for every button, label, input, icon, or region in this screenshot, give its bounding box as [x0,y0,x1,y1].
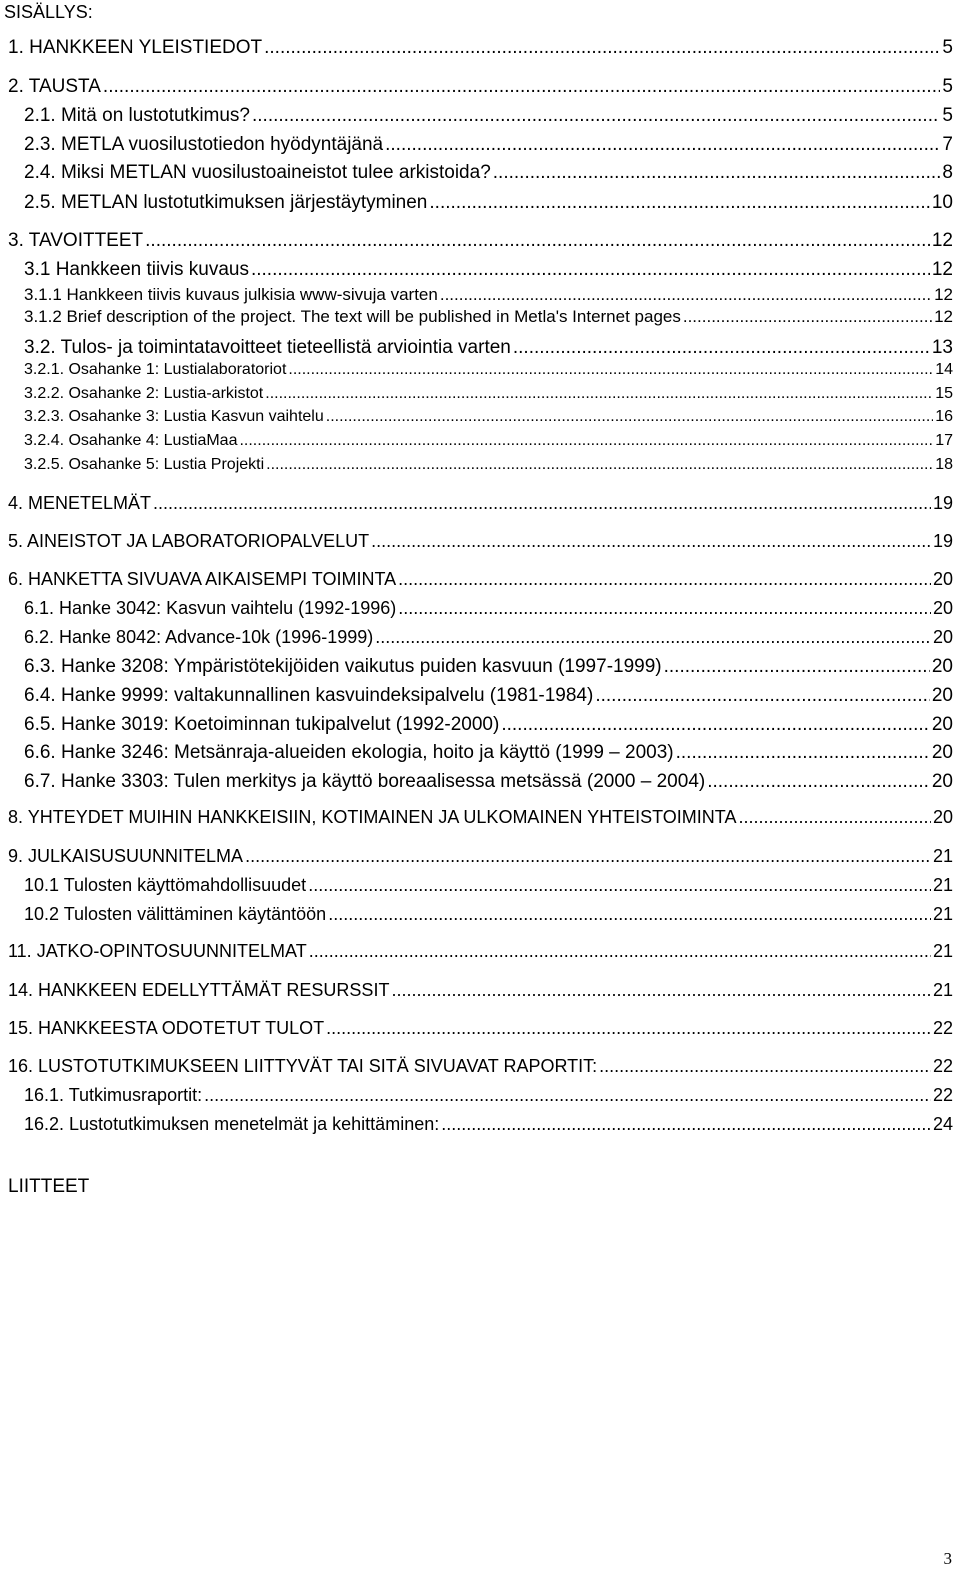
toc-entry [24,386,953,402]
toc-entry-page: 12 [934,307,953,326]
dot-leader [707,772,930,791]
toc-entry [24,457,953,473]
toc-entry [24,409,953,425]
toc-entry-page: 5 [942,76,953,97]
toc-entry [8,38,953,57]
toc-entry-label: 10.2 Tulosten välittäminen käytäntöön [24,904,327,924]
toc-entry-page: 21 [932,846,953,866]
toc-entry-label: 6.4. Hanke 9999: valtakunnallinen kasvuindeksipalvelu (1981-1984) [24,685,594,706]
dot-leader [326,409,933,425]
dot-leader [266,457,933,473]
toc-entry [24,772,953,791]
toc-entry [8,808,953,826]
toc-entry [8,981,953,999]
dot-leader [441,1115,931,1133]
dot-leader [429,193,929,212]
dot-leader [513,338,930,357]
toc-entry-label: 8. YHTEYDET MUIHIN HANKKEISIIN, KOTIMAINEN JA ULKOMAINEN YHTEISTOIMINTA [8,807,737,827]
toc-entry-label: 6.6. Hanke 3246: Metsänraja-alueiden ekologia, hoito ja käyttö (1999 – 2003) [24,742,674,763]
toc-entry-page: 15 [935,385,953,402]
dot-leader [308,876,931,894]
toc-entry [8,1057,953,1075]
toc-entry-label: 3.2.2. Osahanke 2: Lustia-arkistot [24,385,264,402]
toc-entry [24,362,953,378]
toc-entry-page: 18 [935,456,953,473]
toc-entry-page: 22 [932,1085,953,1105]
dot-leader [375,628,931,646]
toc-entry [24,106,953,125]
toc-entry-label: 9. JULKAISUSUUNNITELMA [8,846,244,866]
toc-entry-label: 2.1. Mitä on lustotutkimus? [24,105,250,126]
toc-entry [8,1019,953,1037]
dot-leader [328,905,931,923]
toc-entry-label: 3.1.1 Hankkeen tiivis kuvaus julkisia www-sivuja varten [24,285,438,304]
toc-entry-page: 20 [931,656,953,677]
dot-leader [309,942,931,960]
toc-entry-page: 12 [931,230,953,251]
toc-entry [8,532,953,550]
toc-entry-label: 3.2.4. Osahanke 4: LustiaMaa [24,432,238,449]
dot-leader [326,1019,931,1037]
dot-leader [493,163,941,182]
toc-entry [24,193,953,212]
dot-leader [251,260,930,279]
toc-entry [24,1115,953,1133]
dot-leader [385,135,940,154]
toc-entry [8,77,953,96]
dot-leader [501,715,930,734]
toc-entry [8,570,953,588]
toc-entry-label: 2.3. METLA vuosilustotiedon hyödyntäjänä [24,134,384,155]
toc-entry [24,308,953,325]
toc-entry [8,942,953,960]
dot-leader [264,38,940,57]
toc-entry-page: 14 [935,361,953,378]
dot-leader [288,362,933,378]
toc-entry-label: 3.1.2 Brief description of the project. The text will be published in Metla's Internet pages [24,307,681,326]
toc-entry-label: 6.1. Hanke 3042: Kasvun vaihtelu (1992-1996) [24,598,397,618]
toc-entry-label: 6.3. Hanke 3208: Ympäristötekijöiden vaikutus puiden kasvuun (1997-1999) [24,656,662,677]
dot-leader [440,286,932,303]
toc-entry-label: 3.2. Tulos- ja toimintatavoitteet tieteellistä arviointia varten [24,337,511,358]
toc-entry-page: 21 [932,941,953,961]
toc-entry-page: 22 [932,1056,953,1076]
toc-entry-page: 21 [932,875,953,895]
toc-entry-page: 20 [931,685,953,706]
toc-entry-label: 10.1 Tulosten käyttömahdollisuudet [24,875,307,895]
toc-entry-label: 1. HANKKEEN YLEISTIEDOT [8,37,263,58]
appendix-heading: LIITTEET [8,1176,90,1197]
toc-entry [24,599,953,617]
toc-entry-label: 14. HANKKEEN EDELLYTTÄMÄT RESURSSIT [8,980,390,1000]
toc-entry [24,628,953,646]
toc-entry-page: 20 [932,807,953,827]
toc-entry-label: 15. HANKKEESTA ODOTETUT TULOT [8,1018,325,1038]
toc-entry-label: 3.2.5. Osahanke 5: Lustia Projekti [24,456,265,473]
toc-title: SISÄLLYS: [4,2,93,22]
toc-entry [24,135,953,154]
dot-leader [683,308,932,325]
dot-leader [664,657,930,676]
toc-entry-page: 12 [931,259,953,280]
toc-entry-page: 22 [932,1018,953,1038]
toc-entry-label: 4. MENETELMÄT [8,493,152,513]
toc-entry [8,494,953,512]
toc-entry-label: 2.5. METLAN lustotutkimuksen järjestäytyminen [24,192,428,213]
dot-leader [153,494,931,512]
toc-entry-label: 16.2. Lustotutkimuksen menetelmät ja kehittäminen: [24,1114,440,1134]
toc-entry-label: 6.2. Hanke 8042: Advance-10k (1996-1999) [24,627,374,647]
dot-leader [252,106,940,125]
toc-entry [24,686,953,705]
toc-entry-label: 2.4. Miksi METLAN vuosilustoaineistot tulee arkistoida? [24,162,491,183]
dot-leader [398,599,931,617]
toc-entry-label: 16. LUSTOTUTKIMUKSEEN LIITTYVÄT TAI SITÄ SIVUAVAT RAPORTIT: [8,1056,598,1076]
toc-entry-page: 21 [932,904,953,924]
toc-entry-label: 3.1 Hankkeen tiivis kuvaus [24,259,249,280]
toc-entry [8,847,953,865]
toc-entry-page: 13 [931,337,953,358]
toc-entry [24,433,953,449]
dot-leader [398,570,931,588]
toc-entry [24,905,953,923]
toc-entry-label: 16.1. Tutkimusraportit: [24,1085,203,1105]
toc-entry-label: 3. TAVOITTEET [8,230,144,251]
toc-entry-label: 5. AINEISTOT JA LABORATORIOPALVELUT [8,531,370,551]
toc-entry-page: 20 [932,598,953,618]
toc-entry [24,338,953,357]
dot-leader [599,1057,931,1075]
toc-entry-label: 6.7. Hanke 3303: Tulen merkitys ja käyttö boreaalisessa metsässä (2000 – 2004) [24,771,706,792]
toc-entry-page: 21 [932,980,953,1000]
toc-entry-label: 2. TAUSTA [8,76,101,97]
toc-entry [24,876,953,894]
toc-entry-page: 19 [932,531,953,551]
toc-entry-label: 6.5. Hanke 3019: Koetoiminnan tukipalvelut (1992-2000) [24,714,500,735]
toc-entry-label: 6. HANKETTA SIVUAVA AIKAISEMPI TOIMINTA [8,569,397,589]
page-number: 3 [943,1549,952,1568]
toc-entry-label: 3.2.1. Osahanke 1: Lustialaboratoriot [24,361,287,378]
dot-leader [265,386,933,402]
dot-leader [239,433,933,449]
toc-entry-page: 20 [932,627,953,647]
toc-entry-page: 20 [931,714,953,735]
dot-leader [145,231,930,250]
toc-entry [24,260,953,279]
dot-leader [245,847,931,865]
toc-entry-page: 20 [931,742,953,763]
toc-entry [24,286,953,303]
dot-leader [676,743,930,762]
toc-entry [24,715,953,734]
dot-leader [595,686,930,705]
dot-leader [371,532,931,550]
dot-leader [204,1086,931,1104]
toc-entry-page: 5 [942,37,953,58]
toc-entry-label: 3.2.3. Osahanke 3: Lustia Kasvun vaihtelu [24,408,324,425]
toc-entry-page: 10 [931,192,953,213]
toc-entry-page: 17 [935,432,953,449]
toc-entry-page: 20 [932,569,953,589]
toc-entry-page: 24 [932,1114,953,1134]
dot-leader [391,981,931,999]
toc-entry-page: 8 [942,162,953,183]
toc-entry [8,231,953,250]
toc-entry-label: 11. JATKO-OPINTOSUUNNITELMAT [8,941,307,961]
toc-entry [24,657,953,676]
toc-entry [24,743,953,762]
dot-leader [103,77,941,96]
toc-entry [24,1086,953,1104]
toc-entry-page: 5 [942,105,953,126]
toc-entry-page: 12 [934,285,953,304]
toc-entry-page: 16 [935,408,953,425]
toc-entry-page: 19 [932,493,953,513]
toc-entry-page: 20 [931,771,953,792]
dot-leader [738,808,931,826]
toc-entry [24,163,953,182]
toc-entry-page: 7 [942,134,953,155]
